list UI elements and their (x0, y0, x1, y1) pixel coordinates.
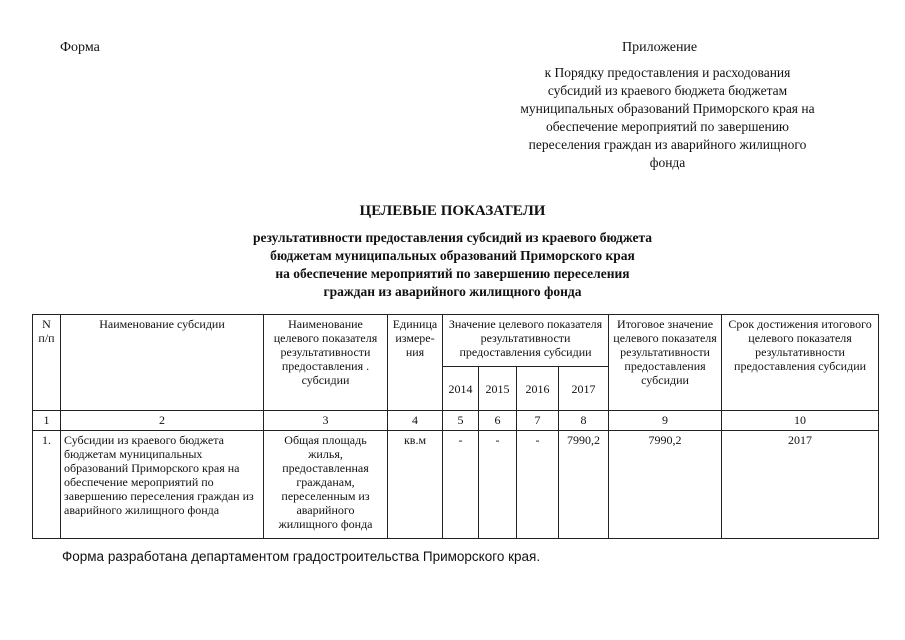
row-unit: кв.м (388, 431, 443, 539)
appendix-title: Приложение (622, 40, 698, 55)
column-number: 9 (609, 411, 722, 431)
header-unit: Единица измере-ния (388, 315, 443, 411)
column-number: 8 (559, 411, 609, 431)
header-target-value: Значение целевого показателя результативности предоставления субсидии (443, 315, 609, 367)
header-indicator-name: Наименование целевого показателя результативности предоставления . субсидии (264, 315, 388, 411)
row-indicator-name: Общая площадь жилья, предоставленная гражданам, переселенным из аварийного жилищного фонда (264, 431, 388, 539)
appendix-text (470, 64, 865, 172)
appendix-line: к Порядку предоставления и расходования (544, 65, 791, 80)
column-number: 2 (61, 411, 264, 431)
appendix-line: фонда (649, 155, 686, 170)
header-year-2017: 2017 (559, 367, 609, 411)
column-number: 4 (388, 411, 443, 431)
column-number: 3 (264, 411, 388, 431)
appendix-line: переселения граждан из аварийного жилищного (528, 137, 807, 152)
column-number: 6 (479, 411, 517, 431)
row-subsidy-name: Субсидии из краевого бюджета бюджетам муниципальных образований Приморского края на обеспечение мероприятий по завершению переселения граждан из аварийного жилищного фонда (61, 431, 264, 539)
header-deadline: Срок достижения итогового целевого показателя результативности предоставления субсидии (722, 315, 879, 411)
appendix-line: муниципальных образований Приморского края на (520, 101, 815, 116)
row-final-value: 7990,2 (609, 431, 722, 539)
row-value-2015: - (479, 431, 517, 539)
header-num: N п/п (33, 315, 61, 411)
form-label: Форма (60, 40, 100, 55)
subtitle-line: бюджетам муниципальных образований Приморского края (270, 248, 635, 263)
subtitle-line: граждан из аварийного жилищного фонда (323, 284, 582, 299)
header-year-2016: 2016 (517, 367, 559, 411)
column-number: 1 (33, 411, 61, 431)
footer-note: Форма разработана департаментом градостроительства Приморского края. (62, 549, 541, 564)
document-title: ЦЕЛЕВЫЕ ПОКАЗАТЕЛИ (359, 203, 546, 219)
row-value-2016: - (517, 431, 559, 539)
header-subsidy-name: Наименование субсидии (61, 315, 264, 411)
column-number: 10 (722, 411, 879, 431)
column-number: 7 (517, 411, 559, 431)
appendix-line: обеспечение мероприятий по завершению (545, 119, 790, 134)
indicators-table (32, 314, 879, 539)
column-number: 5 (443, 411, 479, 431)
header-final-value: Итоговое значение целевого показателя результативности предоставления субсидии (609, 315, 722, 411)
row-num: 1. (33, 431, 61, 539)
column-number-row (33, 411, 879, 431)
table-header-row (33, 315, 879, 367)
row-value-2017: 7990,2 (559, 431, 609, 539)
table-row (33, 431, 879, 539)
header-year-2015: 2015 (479, 367, 517, 411)
header-year-2014: 2014 (443, 367, 479, 411)
document-subtitle (150, 229, 755, 301)
subtitle-line: результативности предоставления субсидий из краевого бюджета (252, 230, 652, 245)
row-deadline: 2017 (722, 431, 879, 539)
subtitle-line: на обеспечение мероприятий по завершению переселения (275, 266, 630, 281)
row-value-2014: - (443, 431, 479, 539)
appendix-line: субсидий из краевого бюджета бюджетам (547, 83, 788, 98)
